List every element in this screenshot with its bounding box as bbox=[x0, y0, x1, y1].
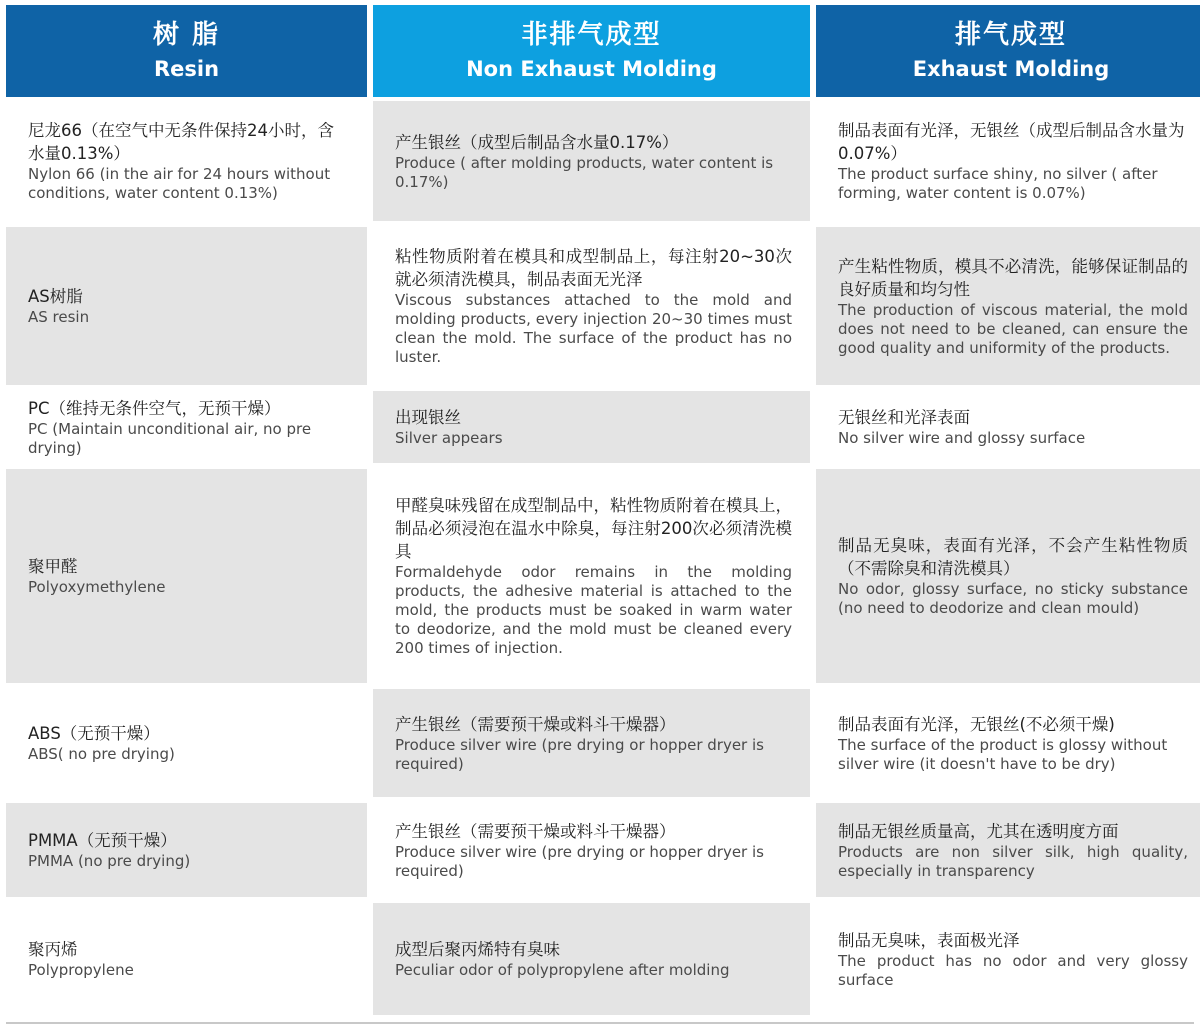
row-pc-non-exhaust bbox=[373, 391, 810, 463]
row-pom-resin bbox=[6, 469, 367, 683]
header-resin bbox=[6, 5, 367, 97]
row-pmma-resin bbox=[6, 803, 367, 897]
exhaust-en: No silver wire and glossy surface bbox=[838, 429, 1086, 447]
row-as-non-exhaust bbox=[373, 227, 810, 385]
row-abs-resin bbox=[6, 689, 367, 797]
resin-name-zh: 聚甲醛 bbox=[28, 557, 78, 576]
row-pp-exhaust bbox=[816, 903, 1200, 1015]
exhaust-en: The production of viscous material, the mold does not need to be cleaned, can ensure the good quality and uniformity of the products. bbox=[838, 300, 1188, 357]
non-exhaust-en: Formaldehyde odor remains in the molding products, the adhesive material is attached to the mold, the products must be soaked in warm water to deodorize, and the mold must be cleaned every 200 times of injection. bbox=[395, 563, 792, 657]
resin-name-en: Polypropylene bbox=[28, 961, 134, 979]
non-exhaust-zh: 出现银丝 bbox=[395, 408, 461, 427]
exhaust-zh: 产生粘性物质，模具不必清洗，能够保证制品的良好质量和均匀性 bbox=[838, 256, 1188, 299]
row-pc-resin bbox=[6, 391, 367, 463]
resin-name-en: Nylon 66 (in the air for 24 hours without conditions, water content 0.13%) bbox=[28, 165, 331, 202]
non-exhaust-en: Peculiar odor of polypropylene after molding bbox=[395, 961, 730, 979]
resin-name-zh: AS树脂 bbox=[28, 287, 83, 306]
resin-name-en: PMMA (no pre drying) bbox=[28, 852, 191, 870]
header-non-exhaust-zh: 非排气成型 bbox=[521, 20, 662, 50]
non-exhaust-en: Produce silver wire (pre drying or hopper dryer is required) bbox=[395, 842, 764, 880]
non-exhaust-zh: 产生银丝（需要预干燥或料斗干燥器） bbox=[395, 714, 676, 734]
exhaust-en: The product surface shiny, no silver ( after forming, water content is 0.07%) bbox=[838, 165, 1158, 202]
row-pp-non-exhaust bbox=[373, 903, 810, 1015]
non-exhaust-zh: 产生银丝（需要预干燥或料斗干燥器） bbox=[395, 821, 676, 841]
row-pom-exhaust bbox=[816, 469, 1200, 683]
non-exhaust-zh: 成型后聚丙烯特有臭味 bbox=[395, 940, 560, 959]
comparison-table bbox=[6, 5, 1194, 1021]
row-as-exhaust bbox=[816, 227, 1200, 385]
row-nylon66-resin bbox=[6, 101, 367, 221]
non-exhaust-en: Produce silver wire (pre drying or hopper dryer is required) bbox=[395, 735, 764, 773]
exhaust-zh: 制品无银丝质量高，尤其在透明度方面 bbox=[838, 821, 1119, 841]
non-exhaust-en: Viscous substances attached to the mold and molding products, every injection 20~30 times must clean the mold. The surface of the product has no luster. bbox=[395, 291, 792, 366]
header-non-exhaust-en: Non Exhaust Molding bbox=[466, 57, 717, 81]
header-exhaust-en: Exhaust Molding bbox=[912, 57, 1110, 81]
exhaust-en: No odor, glossy surface, no sticky substance (no need to deodorize and clean mould) bbox=[838, 580, 1188, 617]
resin-name-zh: PMMA（无预干燥） bbox=[28, 831, 177, 850]
non-exhaust-zh: 粘性物质附着在模具和成型制品上，每注射20~30次就必须清洗模具，制品表面无光泽 bbox=[395, 247, 792, 289]
resin-name-en: PC (Maintain unconditional air, no pre drying) bbox=[28, 419, 312, 457]
exhaust-en: The product has no odor and very glossy surface bbox=[838, 951, 1188, 989]
row-pmma-exhaust bbox=[816, 803, 1200, 897]
resin-name-zh: 尼龙66（在空气中无条件保持24小时，含水量0.13%） bbox=[28, 121, 334, 163]
row-abs-non-exhaust bbox=[373, 689, 810, 797]
exhaust-en: The surface of the product is glossy without silver wire (it doesn't have to be dry) bbox=[838, 735, 1168, 773]
row-pp-resin bbox=[6, 903, 367, 1015]
row-abs-exhaust bbox=[816, 689, 1200, 797]
resin-name-zh: ABS（无预干燥） bbox=[28, 724, 160, 743]
exhaust-zh: 制品表面有光泽，无银丝(不必须干燥) bbox=[838, 714, 1115, 734]
non-exhaust-en: Silver appears bbox=[395, 429, 503, 447]
resin-name-zh: PC（维持无条件空气，无预干燥） bbox=[28, 398, 281, 418]
row-as-resin bbox=[6, 227, 367, 385]
non-exhaust-zh: 产生银丝（成型后制品含水量0.17%） bbox=[395, 132, 679, 152]
exhaust-zh: 制品表面有光泽，无银丝（成型后制品含水量为0.07%） bbox=[838, 121, 1185, 163]
exhaust-zh: 制品无臭味，表面有光泽，不会产生粘性物质（不需除臭和清洗模具） bbox=[838, 536, 1188, 578]
exhaust-zh: 无银丝和光泽表面 bbox=[838, 408, 970, 427]
non-exhaust-zh: 甲醛臭味残留在成型制品中，粘性物质附着在模具上，制品必须浸泡在温水中除臭，每注射200次必须清洗模具 bbox=[395, 496, 792, 561]
row-nylon66-non-exhaust bbox=[373, 101, 810, 221]
non-exhaust-en: Produce ( after molding products, water content is 0.17%) bbox=[395, 153, 774, 191]
header-non-exhaust bbox=[373, 5, 810, 97]
row-pom-non-exhaust bbox=[373, 469, 810, 683]
resin-name-en: Polyoxymethylene bbox=[28, 578, 166, 596]
resin-name-zh: 聚丙烯 bbox=[28, 940, 78, 959]
exhaust-zh: 制品无臭味，表面极光泽 bbox=[838, 930, 1020, 950]
row-pc-exhaust bbox=[816, 391, 1200, 463]
resin-name-en: ABS( no pre drying) bbox=[28, 745, 175, 763]
header-exhaust bbox=[816, 5, 1200, 97]
exhaust-en: Products are non silver silk, high quality, especially in transparency bbox=[838, 842, 1188, 880]
resin-name-en: AS resin bbox=[28, 308, 90, 326]
header-resin-en: Resin bbox=[153, 57, 220, 81]
header-exhaust-zh: 排气成型 bbox=[954, 20, 1067, 50]
row-pmma-non-exhaust bbox=[373, 803, 810, 897]
row-nylon66-exhaust bbox=[816, 101, 1200, 221]
header-resin-zh: 树 脂 bbox=[152, 20, 221, 50]
